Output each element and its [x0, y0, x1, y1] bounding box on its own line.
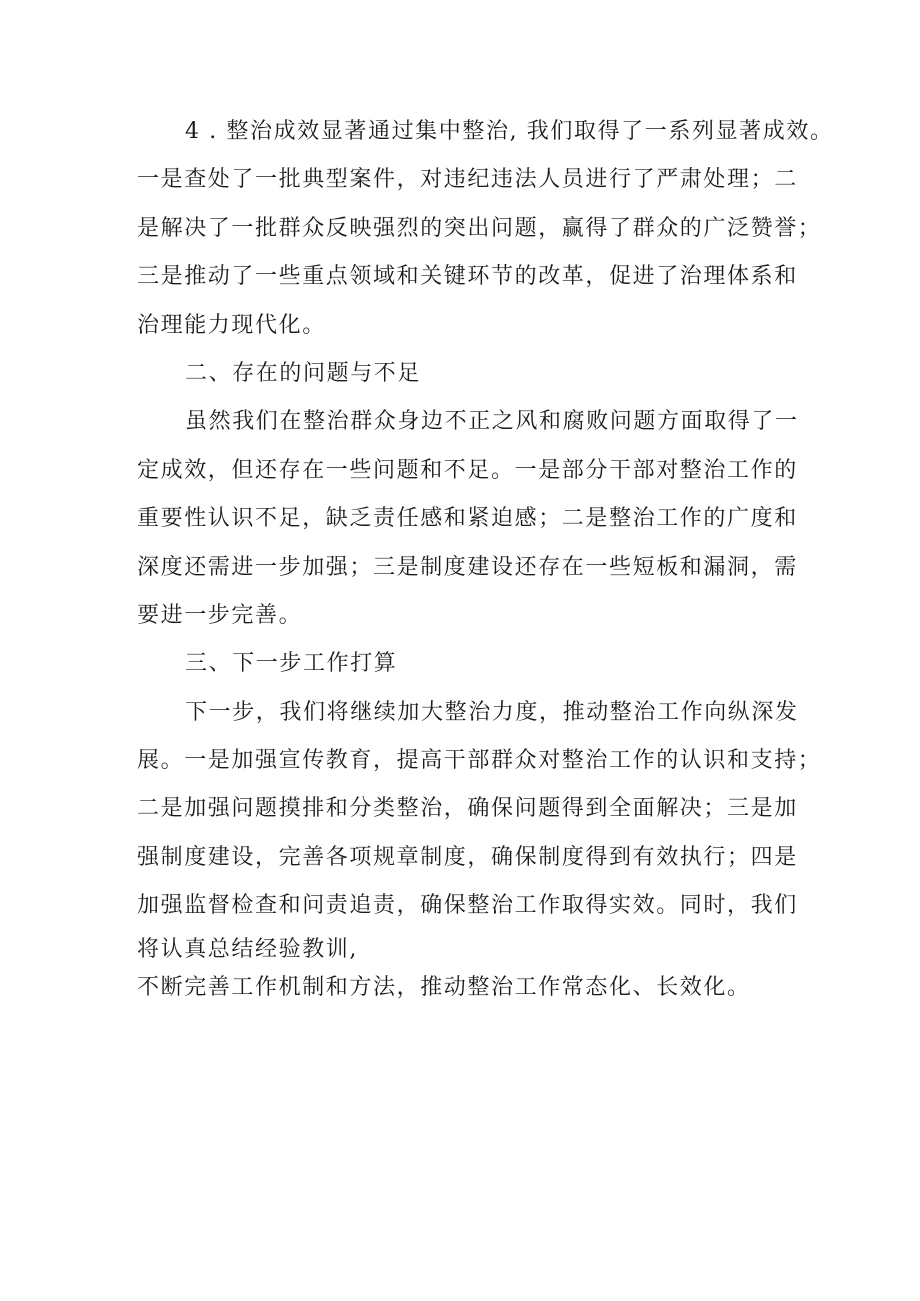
paragraph-line: 加强监督检查和问责追责，确保整治工作取得实效。同时，我们: [137, 893, 798, 919]
paragraph-line: 要进一步完善。: [137, 602, 303, 628]
paragraph-line: 一是查处了一批典型案件，对违纪违法人员进行了严肃处理；二: [137, 167, 798, 193]
paragraph-line: 虽然我们在整治群众身边不正之风和腐败问题方面取得了一: [185, 409, 799, 435]
paragraph-line: 治理能力现代化。: [137, 312, 326, 338]
paragraph-line: 二是加强问题摸排和分类整治，确保问题得到全面解决；三是加: [137, 796, 798, 822]
paragraph-line: 不断完善工作机制和方法，推动整治工作常态化、长效化。: [137, 974, 751, 1000]
paragraph-problems: [137, 398, 797, 640]
paragraph-line: 深度还需进一步加强；三是制度建设还存在一些短板和漏洞，需: [137, 554, 798, 580]
paragraph-results: [137, 108, 834, 350]
paragraph-line: 重要性认识不足，缺乏责任感和紧迫感；二是整治工作的广度和: [137, 506, 798, 532]
paragraph-line: 强制度建设，完善各项规章制度，确保制度得到有效执行；四是: [137, 844, 798, 870]
section-heading-problems: 二、存在的问题与不足: [185, 360, 422, 386]
paragraph-line: 下一步，我们将继续加大整治力度，推动整治工作向纵深发: [185, 699, 799, 725]
paragraph-line: 定成效，但还存在一些问题和不足。一是部分干部对整治工作的: [137, 457, 798, 483]
paragraph-next-steps: [137, 689, 822, 1007]
paragraph-line: 是解决了一批群众反映强烈的突出问题，赢得了群众的广泛赞誉；: [137, 215, 822, 241]
paragraph-line: 将认真总结经验教训,: [137, 936, 358, 962]
section-heading-next-steps: 三、下一步工作打算: [185, 651, 398, 677]
paragraph-line: 4 . 整治成效显著通过集中整治, 我们取得了一系列显著成效。: [185, 119, 834, 144]
document-body: [137, 108, 834, 1007]
paragraph-line: 三是推动了一些重点领域和关键环节的改革，促进了治理体系和: [137, 264, 798, 290]
paragraph-line: 展。一是加强宣传教育，提高干部群众对整治工作的认识和支持；: [137, 748, 822, 774]
